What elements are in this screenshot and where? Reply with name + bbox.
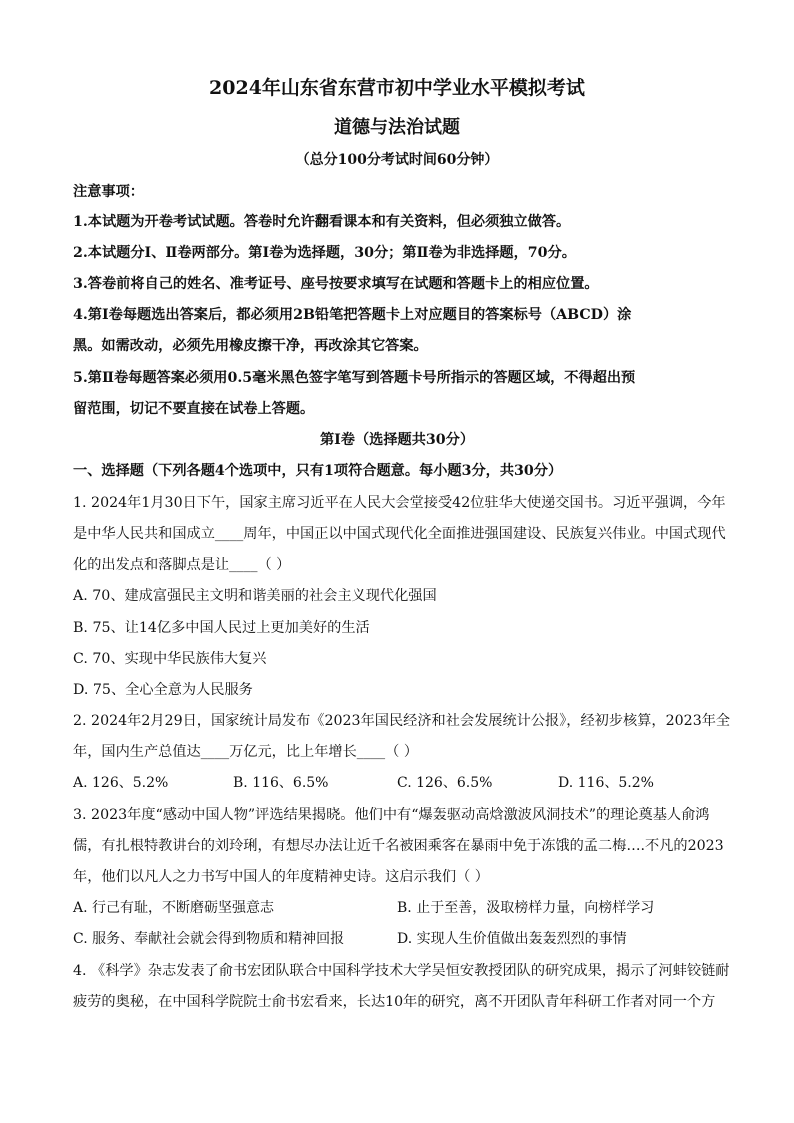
question-1-option-a: A. 70、建成富强民主文明和谐美丽的社会主义现代化强国 — [73, 588, 437, 604]
volume-title: 第Ⅰ卷（选择题共30分） — [319, 432, 475, 448]
question-2-option-b: B. 116、6.5% — [233, 775, 329, 791]
note-line: 黑。如需改动，必须先用橡皮擦干净，再改涂其它答案。 — [73, 338, 428, 354]
note-line: 4.第Ⅰ卷每题选出答案后，都必须用2B铅笔把答题卡上对应题目的答案标号（ABCD）涂 — [73, 307, 632, 323]
question-1-line: 化的出发点和落脚点是让____（ ） — [73, 557, 291, 573]
question-4-line: 疲劳的奥秘，在中国科学院院士俞书宏看来，长达10年的研究，离不开团队青年科研工作者对同一个方 — [73, 994, 716, 1010]
question-3-line: 年，他们以凡人之力书写中国人的年度精神史诗。这启示我们（ ） — [73, 869, 489, 885]
question-2-option-a: A. 126、5.2% — [73, 775, 169, 791]
question-3-option-a: A. 行己有耻，不断磨砺坚强意志 — [73, 900, 275, 916]
question-1-option-c: C. 70、实现中华民族伟大复兴 — [73, 651, 267, 667]
notes-heading: 注意事项： — [73, 184, 144, 200]
exam-title: 2024年山东省东营市初中学业水平模拟考试 — [209, 77, 585, 99]
note-line: 5.第Ⅱ卷每题答案必须用0.5毫米黑色签字笔写到答题卡号所指示的答题区域，不得超出预 — [73, 370, 636, 386]
question-2-line: 年，国内生产总值达____万亿元，比上年增长____（ ） — [73, 744, 419, 760]
note-line: 3.答卷前将自己的姓名、准考证号、座号按要求填写在试题和答题卡上的相应位置。 — [73, 276, 599, 292]
question-4-line: 4. 《科学》杂志发表了俞书宏团队联合中国科学技术大学吴恒安教授团队的研究成果，揭示了河蚌铰链耐 — [73, 963, 730, 979]
question-3-option-c: C. 服务、奉献社会就会得到物质和精神回报 — [73, 931, 345, 947]
question-1-option-b: B. 75、让14亿多中国人民过上更加美好的生活 — [73, 620, 370, 636]
part-title: 一、选择题（下列各题4个选项中，只有1项符合题意。每小题3分，共30分） — [73, 463, 563, 479]
note-line: 留范围，切记不要直接在试卷上答题。 — [73, 401, 315, 417]
note-line: 2.本试题分Ⅰ、Ⅱ卷两部分。第Ⅰ卷为选择题，30分；第Ⅱ卷为非选择题，70分。 — [73, 245, 576, 261]
score-time-note: （总分100分考试时间60分钟） — [295, 152, 499, 168]
question-1-line: 是中华人民共和国成立____周年，中国正以中国式现代化全面推进强国建设、民族复兴伟业。中国式现代 — [73, 526, 726, 542]
question-3-line: 3. 2023年度“感动中国人物”评选结果揭晓。他们中有“爆轰驱动高焓激波风洞技术”的理论奠基人俞鸿 — [73, 807, 710, 823]
question-3-option-d: D. 实现人生价值做出轰轰烈烈的事情 — [397, 931, 627, 947]
question-2-line: 2. 2024年2月29日，国家统计局发布《2023年国民经济和社会发展统计公报》，经初步核算，2023年全 — [73, 713, 731, 729]
question-3-option-b: B. 止于至善，汲取榜样力量，向榜样学习 — [397, 900, 655, 916]
note-line: 1.本试题为开卷考试试题。答卷时允许翻看课本和有关资料，但必须独立做答。 — [73, 214, 571, 230]
subject-title: 道德与法治试题 — [334, 117, 460, 138]
question-3-line: 儒，有扎根特教讲台的刘玲琍，有想尽办法让近千名被困乘客在暴雨中免于冻饿的孟二梅….不凡的2023 — [73, 838, 724, 854]
question-1-option-d: D. 75、全心全意为人民服务 — [73, 682, 253, 698]
question-1-line: 1. 2024年1月30日下午，国家主席习近平在人民大会堂接受42位驻华大使递交国书。习近平强调，今年 — [73, 495, 726, 511]
question-2-option-d: D. 116、5.2% — [558, 775, 654, 791]
question-2-option-c: C. 126、6.5% — [397, 775, 493, 791]
